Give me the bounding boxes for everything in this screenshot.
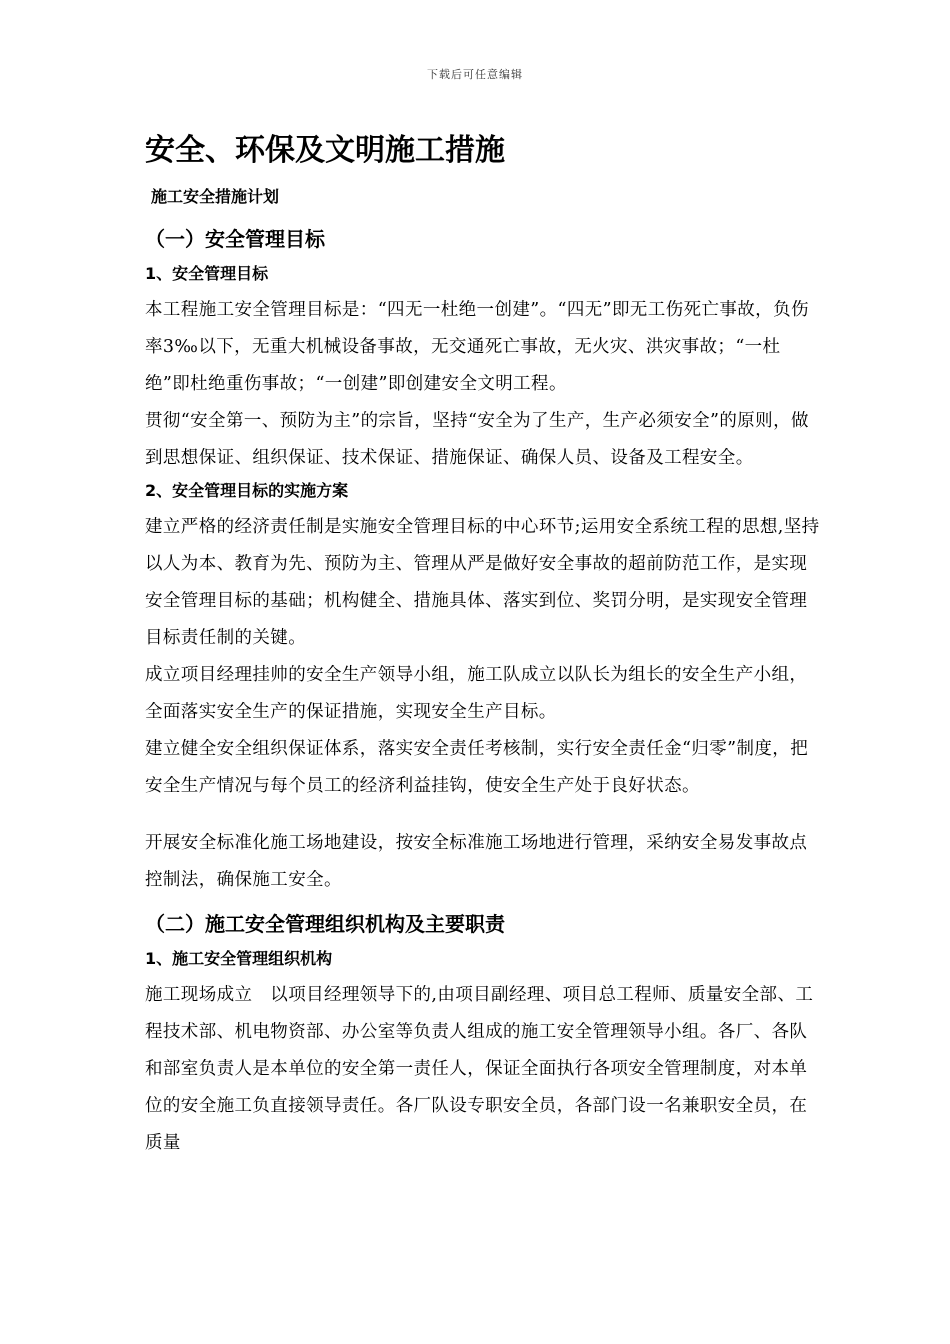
subsection-heading-2-1: 1、施工安全管理组织机构 [145,949,333,968]
paragraph: 施工现场成立 以项目经理领导下的,由项目副经理、项目总工程师、质量安全部、工程技术部、机电物资部、办公室等负责人组成的施工安全管理领导小组。各厂、各队和部室负责人是本单位的安全第一责任人，保证全面执行各项安全管理制度，对本单位的安全施工负直接领导责任。各厂队设专职安全员，各部门设一名兼职安全员，在质量 [145,985,814,1153]
header-note: 下载后可任意编辑 [427,68,523,81]
section-heading-2: （二）施工安全管理组织机构及主要职责 [145,912,505,936]
subsection-heading-1-2: 2、安全管理目标的实施方案 [145,481,349,500]
paragraph: 建立严格的经济责任制是实施安全管理目标的中心环节;运用安全系统工程的思想,坚持以人为本、教育为先、预防为主、管理从严是做好安全事故的超前防范工作，是实现安全管理目标的基础；机构健全、措施具体、落实到位、奖罚分明，是实现安全管理目标责任制的关键。 [145,517,820,648]
document-title: 安全、环保及文明施工措施 [145,133,505,168]
document-subtitle: 施工安全措施计划 [151,187,280,206]
section-heading-1: （一）安全管理目标 [145,227,325,251]
paragraph: 本工程施工安全管理目标是：“四无一杜绝一创建”。“四无”即无工伤死亡事故，负伤率3‰以下，无重大机械设备事故，无交通死亡事故，无火灾、洪灾事故；“一杜绝”即杜绝重伤事故；“一创建”即创建安全文明工程。 [145,300,809,394]
spacer [145,805,825,825]
document-body [145,130,825,1162]
paragraph: 贯彻“安全第一、预防为主”的宗旨，坚持“安全为了生产，生产必须安全”的原则，做到思想保证、组织保证、技术保证、措施保证、确保人员、设备及工程安全。 [145,411,809,468]
paragraph: 建立健全安全组织保证体系，落实安全责任考核制，实行安全责任金“归零”制度，把安全生产情况与每个员工的经济利益挂钩，使安全生产处于良好状态。 [145,739,809,796]
paragraph: 开展安全标准化施工场地建设，按安全标准施工场地进行管理，采纳安全易发事故点控制法，确保施工安全。 [145,833,808,890]
subsection-heading-1-1: 1、安全管理目标 [145,264,269,283]
paragraph: 成立项目经理挂帅的安全生产领导小组，施工队成立以队长为组长的安全生产小组，全面落实安全生产的保证措施，实现安全生产目标。 [145,665,808,722]
